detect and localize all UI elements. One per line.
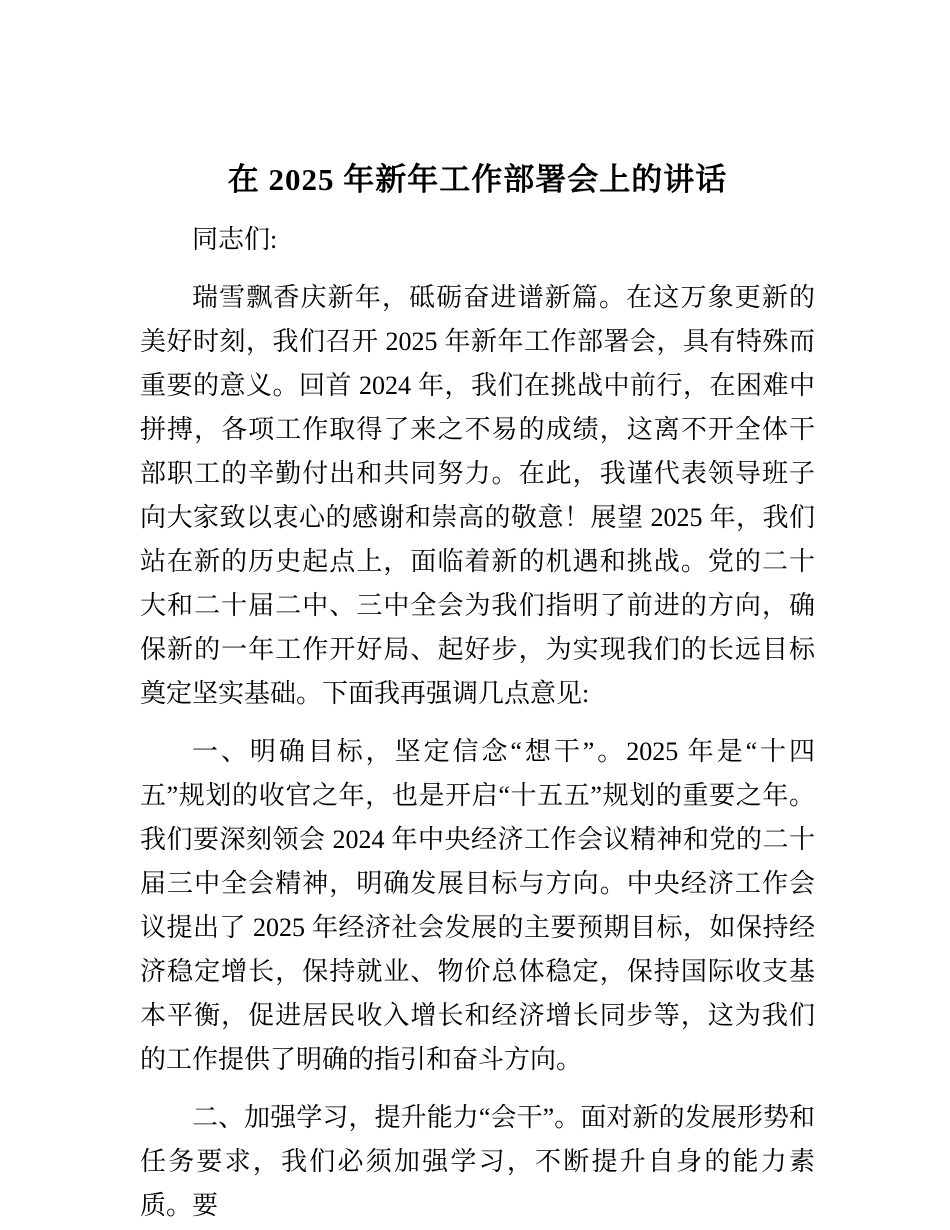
body-paragraph-point-2: 二、加强学习，提升能力“会干”。面对新的发展形势和任务要求，我们必须加强学习，不断提升自身的能力素质。要 [140, 1103, 815, 1220]
body-paragraph-intro: 瑞雪飘香庆新年，砥砺奋进谱新篇。在这万象更新的美好时刻，我们召开 2025 年新年工作部署会，具有特殊而重要的意义。回首 2024 年，我们在挑战中前行，在困难中拼搏，各项工作取得了来之不易的成绩，这离不开全体干部职工的辛勤付出和共同努力。在此，我谨代表领导班子向大家致以衷心的感谢和崇高的敬意！展望 2025 年，我们站在新的历史起点上，面临着新的机遇和挑战。党的二十大和二十届二中、三中全会为我们指明了前进的方向，确保新的一年工作开好局、起好步，为实现我们的长远目标奠定坚实基础。下面我再强调几点意见: [140, 283, 815, 708]
body-paragraph-point-1: 一、明确目标，坚定信念“想干”。2025 年是“十四五”规划的收官之年，也是开启“十五五”规划的重要之年。我们要深刻领会 2024 年中央经济工作会议精神和党的二十届三中全会精神，明确发展目标与方向。中央经济工作会议提出了 2025 年经济社会发展的主要预期目标，如保持经济稳定增长，保持就业、物价总体稳定，保持国际收支基本平衡，促进居民收入增长和经济增长同步等，这为我们的工作提供了明确的指引和奋斗方向。 [140, 737, 815, 1074]
salutation-paragraph: 同志们: [192, 225, 278, 254]
document-title: 在 2025 年新年工作部署会上的讲话 [227, 162, 728, 197]
